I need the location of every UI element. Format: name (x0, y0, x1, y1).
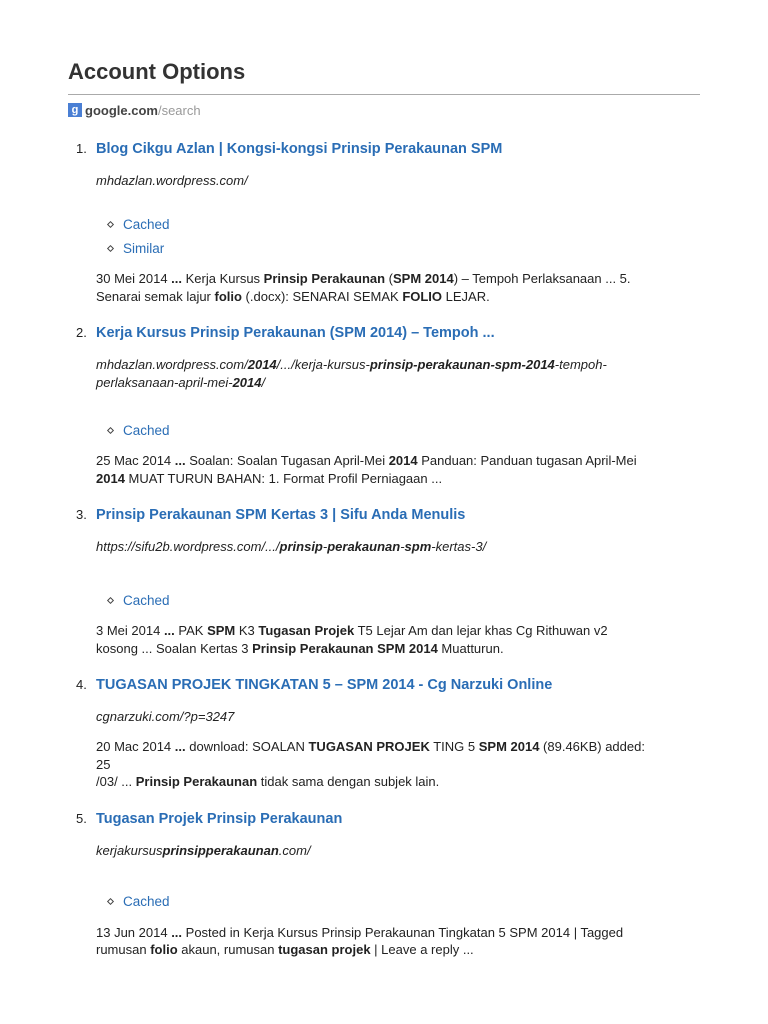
cached-link[interactable]: Cached (123, 422, 170, 438)
result-links (96, 588, 700, 612)
search-results-page (68, 56, 700, 959)
result-number: 4. (76, 677, 87, 692)
result-item (68, 505, 700, 657)
result-snippet: 20 Mac 2014 ... download: SOALAN TUGASAN PROJEK TING 5 SPM 2014 (89.46KB) added: 25 /03/ ... Prinsip Perakaunan tidak sama dengan subjek lain. (96, 739, 645, 789)
result-title-link[interactable]: Tugasan Projek Prinsip Perakaunan (96, 810, 343, 827)
result-title-link[interactable]: Blog Cikgu Azlan | Kongsi-kongsi Prinsip Perakaunan SPM (96, 141, 503, 157)
result-url: mhdazlan.wordpress.com/ (96, 173, 248, 188)
link-item (96, 588, 700, 612)
result-title-link[interactable]: Prinsip Perakaunan SPM Kertas 3 | Sifu Anda Menulis (96, 507, 466, 523)
cached-link[interactable]: Cached (123, 592, 170, 608)
result-item (68, 139, 700, 305)
link-item (96, 890, 700, 914)
result-url: kerjakursusprinsipperakaunan.com/ (96, 842, 311, 858)
similar-link[interactable]: Similar (123, 240, 165, 256)
result-item (68, 675, 700, 791)
diamond-bullet-icon (107, 220, 114, 227)
link-item (96, 418, 700, 442)
source-path: /search (157, 102, 201, 118)
result-item (68, 323, 700, 487)
diamond-bullet-icon (107, 426, 114, 433)
result-url: cgnarzuki.com/?p=3247 (96, 709, 235, 724)
result-number: 5. (76, 810, 87, 826)
result-links (96, 418, 700, 442)
result-number: 2. (76, 325, 87, 340)
result-number: 3. (76, 507, 87, 522)
link-item (96, 212, 700, 236)
link-item (96, 236, 700, 260)
results-list (68, 139, 700, 959)
cached-link[interactable]: Cached (123, 216, 170, 232)
diamond-bullet-icon (107, 898, 114, 905)
diamond-bullet-icon (107, 244, 114, 251)
google-logo-icon: g (68, 103, 82, 117)
result-item (68, 809, 700, 959)
result-snippet: 13 Jun 2014 ... Posted in Kerja Kursus Prinsip Perakaunan Tingkatan 5 SPM 2014 | Tagged rumusan folio akaun, rumusan tugasan projek | Leave a reply ... (96, 924, 624, 957)
diamond-bullet-icon (107, 596, 114, 603)
result-snippet: 25 Mac 2014 ... Soalan: Soalan Tugasan April-Mei 2014 Panduan: Panduan tugasan April-Mei 2014 MUAT TURUN BAHAN: 1. Format Profil Perniagaan ... (96, 453, 637, 486)
result-snippet: 3 Mei 2014 ... PAK SPM K3 Tugasan Projek T5 Lejar Am dan lejar khas Cg Rithuwan v2 kosong ... Soalan Kertas 3 Prinsip Perakaunan SPM 2014 Muatturun. (96, 623, 608, 656)
source-host: google.com (85, 102, 158, 118)
result-title-link[interactable]: Kerja Kursus Prinsip Perakaunan (SPM 2014) – Tempoh ... (96, 325, 495, 341)
result-links (96, 212, 700, 260)
result-snippet: 30 Mei 2014 ... Kerja Kursus Prinsip Perakaunan (SPM 2014) – Tempoh Perlaksanaan ... 5. Senarai semak lajur folio (.docx): SENARAI SEMAK FOLIO LEJAR. (96, 271, 631, 304)
result-url: mhdazlan.wordpress.com/2014/.../kerja-kursus-prinsip-perakaunan-spm-2014-tempoh- perlaksanaan-april-mei-2014/ (96, 357, 607, 390)
result-title-link[interactable]: TUGASAN PROJEK TINGKATAN 5 – SPM 2014 - Cg Narzuki Online (96, 677, 553, 693)
page-title: Account Options (68, 56, 700, 95)
cached-link[interactable]: Cached (123, 894, 170, 909)
source-line (68, 101, 700, 119)
result-links (96, 890, 700, 914)
result-url: https://sifu2b.wordpress.com/.../prinsip-perakaunan-spm-kertas-3/ (96, 539, 487, 554)
result-number: 1. (76, 141, 87, 156)
